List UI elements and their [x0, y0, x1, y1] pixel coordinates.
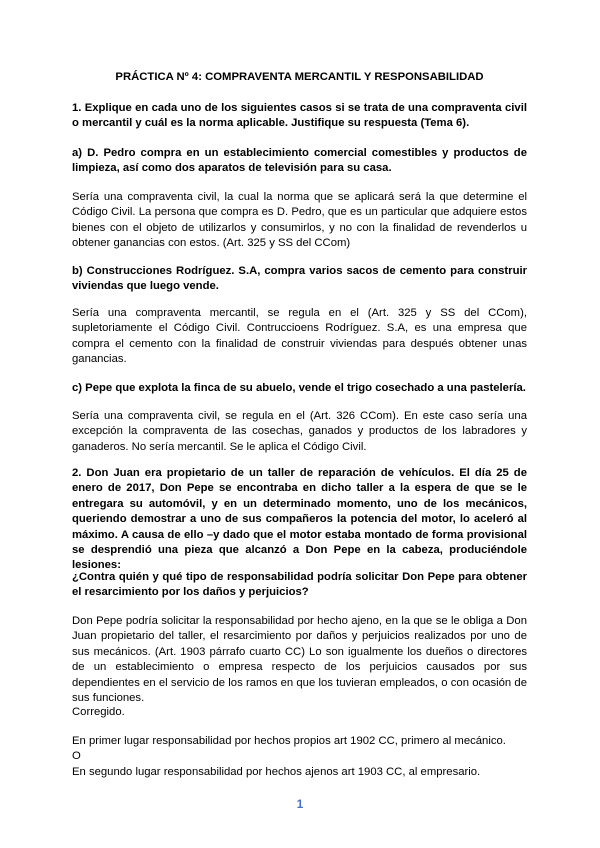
question-2-answer: Don Pepe podría solicitar la responsabilidad por hecho ajeno, en la que se le obliga a Don Juan propietario del taller, el resarcimiento por daños y perjuicios realizados por uno de sus mecánicos. (Art. 1903 párrafo cuarto CC) Lo son igualmente los dueños o directores de un establecimiento o empresa respecto de los perjuicios causados por sus dependientes en el servicio de los ramos en que los tuvieran empleados, o con ocasión de sus funciones.: [72, 615, 527, 705]
page-title: PRÁCTICA Nº 4: COMPRAVENTA MERCANTIL Y RESPONSABILIDAD: [115, 71, 484, 83]
correction-or: O: [72, 750, 81, 763]
page-number: 1: [296, 797, 304, 811]
case-b-answer: Sería una compraventa mercantil, se regula en el (Art. 325 y SS del CCom), supletoriamente el Código Civil. Contruccioens Rodríguez. S.A, es una empresa que compra el cemento con la finalidad de construir viviendas para después obtener unas ganancias.: [72, 307, 527, 366]
correction-block: [72, 734, 527, 780]
case-b-question: b) Construcciones Rodríguez. S.A, compra varios sacos de cemento para construir viviendas que luego vende.: [72, 265, 527, 293]
corrected-label: Corregido.: [72, 706, 125, 718]
question-2-statement: 2. Don Juan era propietario de un taller de reparación de vehículos. El día 25 de enero de 2017, Don Pepe se encontraba en dicho taller a la espera de que se le entregara su automóvil, y en un determinado momento, uno de los mecánicos, queriendo demostrar a uno de sus compañeros la potencia del motor, lo aceleró al máximo. A causa de ello –y dado que el motor estaba montado de forma provisional se desprendió una pieza que alcanzó a Don Pepe en la cabeza, produciéndole lesiones:: [72, 467, 527, 572]
case-a-question: a) D. Pedro compra en un establecimiento comercial comestibles y productos de limpieza, así como dos aparatos de televisión para su casa.: [72, 147, 527, 175]
case-c-answer: Sería una compraventa civil, se regula en el (Art. 326 CCom). En este caso sería una excepción la compraventa de las cosechas, ganados y productos de los labradores y ganaderos. No sería mercantil. Se le aplica el Código Civil.: [72, 410, 527, 453]
case-a-answer: Sería una compraventa civil, la cual la norma que se aplicará será la que determine el Código Civil. La persona que compra es D. Pedro, que es un particular que adquiere estos bienes con el objeto de utilizarlos y consumirlos, y no con la finalidad de revenderlos u obtener ganancias con estos. (Art. 325 y SS del CCom): [72, 191, 527, 250]
correction-line-2: En segundo lugar responsabilidad por hechos ajenos art 1903 CC, al empresario.: [72, 765, 481, 778]
question-2-question: ¿Contra quién y qué tipo de responsabilidad podría solicitar Don Pepe para obtener el resarcimiento por los daños y perjuicios?: [72, 571, 527, 599]
question-1-heading: 1. Explique en cada uno de los siguientes casos si se trata de una compraventa civil o mercantil y cuál es la norma aplicable. Justifique su respuesta (Tema 6).: [72, 102, 527, 130]
case-c-question: c) Pepe que explota la finca de su abuelo, vende el trigo cosechado a una pastelería.: [72, 382, 526, 394]
correction-line-1: En primer lugar responsabilidad por hechos propios art 1902 CC, primero al mecánico.: [72, 735, 506, 747]
